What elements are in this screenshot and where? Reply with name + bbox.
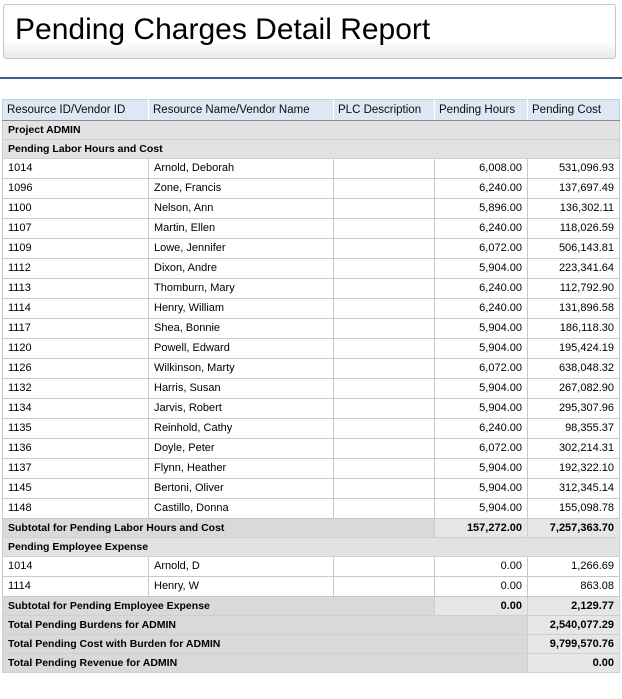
cell-resource-name: Nelson, Ann <box>149 199 334 219</box>
cell-resource-name: Shea, Bonnie <box>149 319 334 339</box>
cell-resource-id: 1148 <box>3 499 149 519</box>
cell-resource-name: Thomburn, Mary <box>149 279 334 299</box>
cell-pending-cost: 223,341.64 <box>528 259 620 279</box>
table-row-section <box>3 140 620 159</box>
cell-pending-hours: 5,904.00 <box>435 479 528 499</box>
cell-plc-description <box>334 279 435 299</box>
subtotal-label: Subtotal for Pending Labor Hours and Cost <box>3 519 435 538</box>
cell-pending-cost: 131,896.58 <box>528 299 620 319</box>
table-row-data <box>3 479 620 499</box>
cell-pending-cost: 312,345.14 <box>528 479 620 499</box>
cell-resource-id: 1100 <box>3 199 149 219</box>
cell-plc-description <box>334 379 435 399</box>
col-header-resource-id: Resource ID/Vendor ID <box>3 100 149 121</box>
cell-pending-hours: 5,904.00 <box>435 379 528 399</box>
cell-plc-description <box>334 179 435 199</box>
cell-pending-cost: 302,214.31 <box>528 439 620 459</box>
table-row-subtotal <box>3 519 620 538</box>
cell-resource-name: Henry, William <box>149 299 334 319</box>
cell-pending-cost: 295,307.96 <box>528 399 620 419</box>
table-row-data <box>3 379 620 399</box>
cell-resource-name: Jarvis, Robert <box>149 399 334 419</box>
table-row-data <box>3 499 620 519</box>
col-header-pending-hours: Pending Hours <box>435 100 528 121</box>
cell-plc-description <box>334 399 435 419</box>
cell-pending-cost: 531,096.93 <box>528 159 620 179</box>
table-row-total <box>3 654 620 673</box>
cell-resource-id: 1145 <box>3 479 149 499</box>
section-label: Project ADMIN <box>3 121 620 140</box>
table-row-data <box>3 557 620 577</box>
cell-pending-hours: 5,896.00 <box>435 199 528 219</box>
cell-pending-hours: 6,240.00 <box>435 419 528 439</box>
section-label: Pending Employee Expense <box>3 538 620 557</box>
cell-resource-id: 1112 <box>3 259 149 279</box>
cell-plc-description <box>334 359 435 379</box>
cell-plc-description <box>334 259 435 279</box>
cell-resource-id: 1107 <box>3 219 149 239</box>
table-row-data <box>3 419 620 439</box>
cell-pending-hours: 6,240.00 <box>435 179 528 199</box>
table-row-section <box>3 121 620 140</box>
cell-pending-cost: 863.08 <box>528 577 620 597</box>
cell-resource-name: Zone, Francis <box>149 179 334 199</box>
report-table <box>2 99 620 673</box>
table-row-section <box>3 538 620 557</box>
cell-pending-hours: 5,904.00 <box>435 259 528 279</box>
cell-pending-cost: 186,118.30 <box>528 319 620 339</box>
cell-resource-id: 1114 <box>3 299 149 319</box>
subtotal-label: Subtotal for Pending Employee Expense <box>3 597 435 616</box>
cell-resource-name: Flynn, Heather <box>149 459 334 479</box>
cell-resource-name: Bertoni, Oliver <box>149 479 334 499</box>
total-label: Total Pending Burdens for ADMIN <box>3 616 528 635</box>
cell-plc-description <box>334 239 435 259</box>
table-row-data <box>3 239 620 259</box>
table-header-row <box>3 100 620 121</box>
cell-pending-hours: 6,072.00 <box>435 239 528 259</box>
cell-plc-description <box>334 419 435 439</box>
cell-resource-id: 1135 <box>3 419 149 439</box>
cell-resource-id: 1113 <box>3 279 149 299</box>
cell-resource-id: 1117 <box>3 319 149 339</box>
cell-pending-hours: 5,904.00 <box>435 319 528 339</box>
cell-resource-name: Wilkinson, Marty <box>149 359 334 379</box>
table-row-data <box>3 577 620 597</box>
cell-plc-description <box>334 339 435 359</box>
cell-plc-description <box>334 159 435 179</box>
col-header-pending-cost: Pending Cost <box>528 100 620 121</box>
cell-plc-description <box>334 479 435 499</box>
col-header-resource-name: Resource Name/Vendor Name <box>149 100 334 121</box>
cell-pending-hours: 6,008.00 <box>435 159 528 179</box>
table-row-data <box>3 359 620 379</box>
total-label: Total Pending Revenue for ADMIN <box>3 654 528 673</box>
cell-resource-name: Martin, Ellen <box>149 219 334 239</box>
cell-plc-description <box>334 439 435 459</box>
cell-pending-cost: 136,302.11 <box>528 199 620 219</box>
cell-pending-hours: 6,072.00 <box>435 439 528 459</box>
cell-plc-description <box>334 299 435 319</box>
cell-pending-cost: 9,799,570.76 <box>528 635 620 654</box>
cell-resource-name: Castillo, Donna <box>149 499 334 519</box>
cell-resource-name: Harris, Susan <box>149 379 334 399</box>
cell-pending-cost: 7,257,363.70 <box>528 519 620 538</box>
cell-pending-hours: 6,240.00 <box>435 299 528 319</box>
table-row-data <box>3 159 620 179</box>
cell-pending-hours: 6,240.00 <box>435 279 528 299</box>
col-header-plc-description: PLC Description <box>334 100 435 121</box>
cell-resource-id: 1134 <box>3 399 149 419</box>
cell-plc-description <box>334 199 435 219</box>
cell-plc-description <box>334 577 435 597</box>
cell-pending-cost: 137,697.49 <box>528 179 620 199</box>
title-divider-rule <box>0 60 622 79</box>
cell-pending-cost: 1,266.69 <box>528 557 620 577</box>
cell-resource-name: Powell, Edward <box>149 339 334 359</box>
cell-resource-name: Arnold, D <box>149 557 334 577</box>
report-title-panel <box>3 4 616 59</box>
table-row-data <box>3 459 620 479</box>
cell-pending-cost: 195,424.19 <box>528 339 620 359</box>
cell-pending-cost: 192,322.10 <box>528 459 620 479</box>
cell-plc-description <box>334 557 435 577</box>
cell-resource-name: Reinhold, Cathy <box>149 419 334 439</box>
cell-pending-hours: 5,904.00 <box>435 339 528 359</box>
cell-resource-name: Henry, W <box>149 577 334 597</box>
table-row-data <box>3 259 620 279</box>
table-row-data <box>3 339 620 359</box>
cell-pending-hours: 6,240.00 <box>435 219 528 239</box>
cell-resource-name: Arnold, Deborah <box>149 159 334 179</box>
cell-pending-hours: 157,272.00 <box>435 519 528 538</box>
cell-resource-id: 1120 <box>3 339 149 359</box>
cell-pending-cost: 267,082.90 <box>528 379 620 399</box>
cell-pending-cost: 112,792.90 <box>528 279 620 299</box>
cell-pending-cost: 0.00 <box>528 654 620 673</box>
table-row-data <box>3 199 620 219</box>
cell-plc-description <box>334 459 435 479</box>
cell-pending-hours: 0.00 <box>435 557 528 577</box>
cell-resource-id: 1137 <box>3 459 149 479</box>
total-label: Total Pending Cost with Burden for ADMIN <box>3 635 528 654</box>
cell-pending-hours: 5,904.00 <box>435 459 528 479</box>
cell-pending-hours: 6,072.00 <box>435 359 528 379</box>
cell-pending-cost: 98,355.37 <box>528 419 620 439</box>
cell-pending-cost: 155,098.78 <box>528 499 620 519</box>
cell-resource-name: Doyle, Peter <box>149 439 334 459</box>
table-row-data <box>3 279 620 299</box>
cell-resource-id: 1114 <box>3 577 149 597</box>
table-row-total <box>3 635 620 654</box>
cell-pending-hours: 0.00 <box>435 577 528 597</box>
cell-resource-id: 1132 <box>3 379 149 399</box>
cell-plc-description <box>334 499 435 519</box>
cell-pending-cost: 638,048.32 <box>528 359 620 379</box>
cell-resource-name: Dixon, Andre <box>149 259 334 279</box>
cell-pending-cost: 2,540,077.29 <box>528 616 620 635</box>
cell-pending-cost: 2,129.77 <box>528 597 620 616</box>
cell-plc-description <box>334 219 435 239</box>
cell-resource-id: 1126 <box>3 359 149 379</box>
table-row-data <box>3 219 620 239</box>
cell-pending-hours: 5,904.00 <box>435 499 528 519</box>
section-label: Pending Labor Hours and Cost <box>3 140 620 159</box>
table-row-data <box>3 439 620 459</box>
table-row-data <box>3 179 620 199</box>
table-row-data <box>3 299 620 319</box>
cell-resource-id: 1014 <box>3 557 149 577</box>
cell-resource-id: 1109 <box>3 239 149 259</box>
cell-pending-cost: 506,143.81 <box>528 239 620 259</box>
cell-resource-name: Lowe, Jennifer <box>149 239 334 259</box>
cell-resource-id: 1096 <box>3 179 149 199</box>
cell-pending-hours: 0.00 <box>435 597 528 616</box>
cell-resource-id: 1014 <box>3 159 149 179</box>
cell-pending-hours: 5,904.00 <box>435 399 528 419</box>
table-row-data <box>3 319 620 339</box>
cell-plc-description <box>334 319 435 339</box>
cell-resource-id: 1136 <box>3 439 149 459</box>
table-row-subtotal <box>3 597 620 616</box>
page-title: Pending Charges Detail Report <box>15 13 431 46</box>
table-row-data <box>3 399 620 419</box>
cell-pending-cost: 118,026.59 <box>528 219 620 239</box>
table-row-total <box>3 616 620 635</box>
